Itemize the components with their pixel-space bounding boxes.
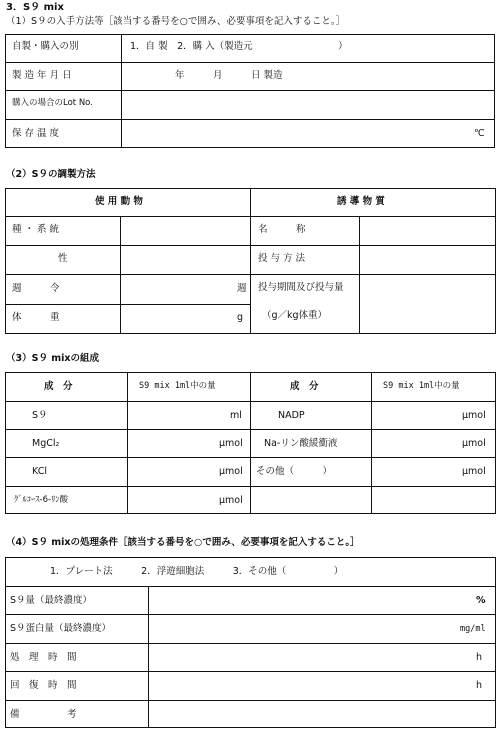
s3-col-amount-right: S9 mix 1ml中の量 bbox=[383, 381, 460, 391]
s4-label-protein: S９蛋白量（最終濃度） bbox=[10, 623, 112, 634]
s4-label-recovery-time: 回 復 時 間 bbox=[10, 680, 77, 691]
s2-inducer-dose-unit-label: （g／kg体重） bbox=[262, 310, 328, 321]
s2-animal-strain-label: 種 ・ 系 統 bbox=[12, 224, 60, 235]
s3-row1-left-unit: ml bbox=[230, 410, 242, 421]
s3-row3-right: その他（ ） bbox=[256, 466, 333, 477]
section-title-s9mix: 3．S９ mix bbox=[6, 2, 64, 13]
s3-col-component-right: 成 分 bbox=[290, 381, 319, 392]
s2-inducer-header: 誘 導 物 質 bbox=[337, 196, 385, 207]
s1-label-lot: 購入の場合のLot No. bbox=[12, 98, 93, 108]
s3-row2-left-unit: μmol bbox=[219, 438, 243, 449]
s3-row3-right-unit: μmol bbox=[462, 466, 486, 477]
s1-label-type: 自製・購入の別 bbox=[12, 41, 79, 52]
s2-inducer-dose-label: 投与期間及び投与量 bbox=[258, 282, 344, 293]
s4-unit-treat-time: h bbox=[476, 652, 483, 663]
s2-animal-weight-unit: g bbox=[237, 312, 244, 323]
s4-label-s9-amount: S９量（最終濃度） bbox=[10, 595, 93, 606]
s2-animal-weight-label: 体 重 bbox=[12, 312, 60, 323]
s4-label-remarks: 備 考 bbox=[10, 709, 77, 720]
s2-title: （2）S９の調製方法 bbox=[6, 169, 96, 180]
s4-unit-recovery-time: h bbox=[476, 680, 483, 691]
s4-unit-protein: mg/ml bbox=[460, 624, 486, 634]
s3-row3-left-unit: μmol bbox=[219, 466, 243, 477]
s3-row2-right: Na-リン酸緩衝液 bbox=[264, 438, 338, 449]
s2-animal-sex-label: 性 bbox=[58, 253, 68, 264]
s2-inducer-method-label: 投 与 方 法 bbox=[258, 253, 306, 264]
s3-row1-right-unit: μmol bbox=[462, 410, 486, 421]
s3-row1-right: NADP bbox=[278, 410, 305, 421]
s2-animal-age-unit: 週 bbox=[237, 283, 247, 294]
s3-row2-left: MgCl₂ bbox=[32, 438, 60, 449]
s4-options[interactable]: 1．プレート法 2．浮遊細胞法 3．その他（ ） bbox=[50, 566, 344, 577]
s2-animal-age-label: 週 令 bbox=[12, 283, 60, 294]
s3-col-amount-left: S9 mix 1ml中の量 bbox=[139, 381, 216, 391]
s1-unit-temp: ℃ bbox=[474, 128, 485, 139]
s1-value-date[interactable]: 年 月 日 製造 bbox=[175, 70, 283, 81]
s3-col-component-left: 成 分 bbox=[44, 381, 73, 392]
s3-row4-left-unit: μmol bbox=[219, 495, 243, 506]
s3-row3-left: KCl bbox=[32, 466, 47, 477]
s4-title: （4）S９ mixの処理条件［該当する番号を○で囲み、必要事項を記入すること。］ bbox=[6, 537, 360, 548]
s1-label-temp: 保 存 温 度 bbox=[12, 128, 60, 139]
s3-row4-left: ｸﾞﾙｺｰｽ-6-ﾘﾝ酸 bbox=[14, 495, 69, 505]
s1-value-type[interactable]: 1．自 製 2．購 入（製造元 ） bbox=[130, 41, 348, 52]
s3-title: （3）S９ mixの組成 bbox=[6, 353, 100, 364]
s3-row2-right-unit: μmol bbox=[462, 438, 486, 449]
s4-label-treat-time: 処 理 時 間 bbox=[10, 652, 77, 663]
s3-row1-left: S９ bbox=[32, 410, 48, 421]
s2-inducer-name-label: 名 称 bbox=[258, 224, 306, 235]
s1-title: （1）S９の入手方法等［該当する番号を○で囲み、必要事項を記入すること。］ bbox=[6, 16, 346, 27]
s2-animal-header: 使 用 動 物 bbox=[95, 196, 143, 207]
s1-label-date: 製 造 年 月 日 bbox=[12, 70, 72, 81]
s4-unit-s9-amount: % bbox=[476, 595, 486, 606]
